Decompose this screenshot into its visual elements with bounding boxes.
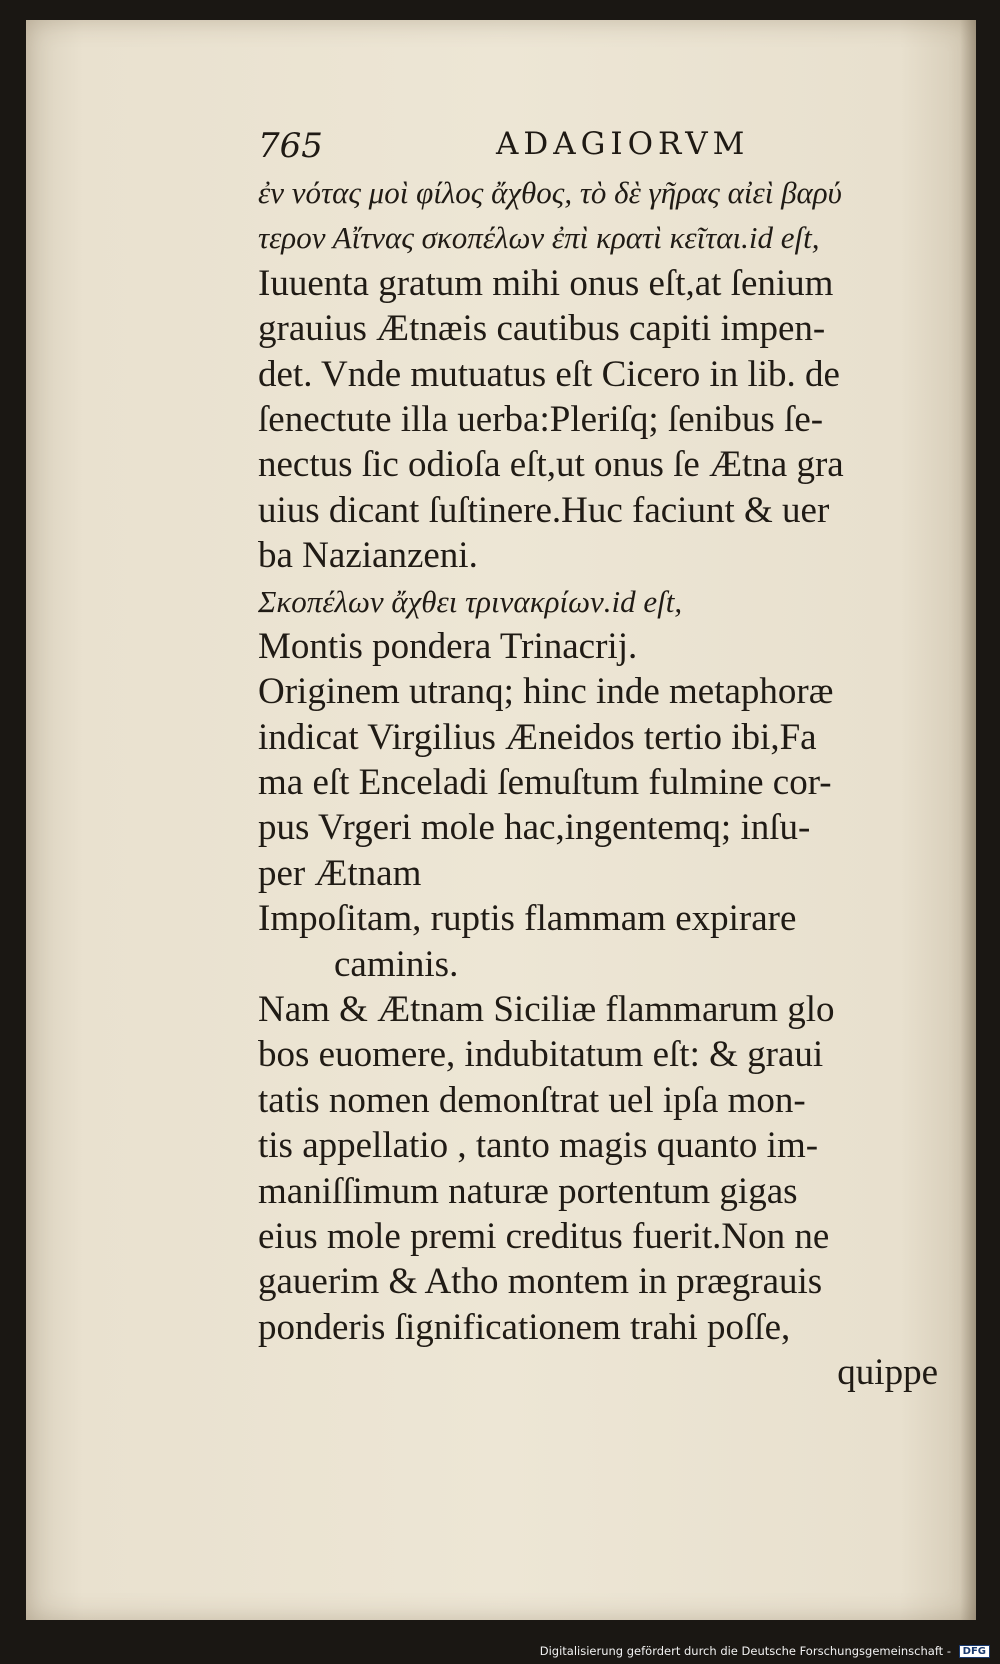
text-line: maniſſimum naturæ portentum gigas (258, 1170, 798, 1212)
text-line: eius mole premi creditus fuerit.Non ne (258, 1215, 830, 1257)
running-title: ADAGIORVM (496, 126, 750, 162)
text-line: Montis pondera Trinacrij. (258, 625, 638, 667)
text-line: Σκοπέλων ἄχθει τρινακρίων.id eſt, (258, 583, 683, 619)
text-line: ba Nazianzeni. (258, 535, 478, 577)
text-line: per Ætnam (258, 852, 422, 894)
text-line: tatis nomen demonſtrat uel ipſa mon- (258, 1079, 806, 1121)
text-line: nectus ſic odioſa eſt,ut onus ſe Ætna gra (258, 444, 844, 486)
text-line: Iuuenta gratum mihi onus eſt,at ſenium (258, 262, 834, 304)
page-edge-shadow (960, 20, 976, 1620)
text-line: det. Vnde mutuatus eſt Cicero in lib. de (258, 353, 840, 395)
digitization-credit (540, 1644, 990, 1658)
text-line: uius dicant ſuſtinere.Huc faciunt & uer (258, 489, 830, 531)
text-line: Originem utranq; hinc inde metaphoræ (258, 671, 834, 713)
text-line: τερον Αἴτνας σκοπέλων ἐπὶ κρατὶ κεῖται.id eſt, (258, 220, 820, 256)
text-line: gauerim & Atho montem in prægrauis (258, 1261, 823, 1303)
text-line: indicat Virgilius Æneidos tertio ibi,Fa (258, 716, 817, 758)
text-line: ἐν νότας μοὶ φίλος ἄχθος, τὸ δὲ γῆρας αἰεὶ βαρύ (258, 175, 842, 210)
body-text (258, 170, 938, 1396)
book-page (26, 20, 976, 1620)
text-line: bos euomere, indubitatum eſt: & graui (258, 1034, 824, 1076)
credit-text: Digitalisierung gefördert durch die Deutsche Forschungsgemeinschaft - (539, 1644, 951, 1658)
text-line: grauius Ætnæis cautibus capiti impen- (258, 308, 826, 350)
text-line: quippe (837, 1352, 938, 1394)
text-line: pus Vrgeri mole hac,ingentemq; inſu- (258, 807, 811, 849)
text-line: caminis. (334, 943, 459, 985)
text-line: Impoſitam, ruptis flammam expirare (258, 898, 797, 940)
text-line: Nam & Ætnam Siciliæ flammarum glo (258, 989, 835, 1031)
text-line: ſenectute illa uerba:Pleriſq; ſenibus ſe- (258, 398, 824, 440)
page-header (258, 112, 938, 172)
text-line: ponderis ſignificationem trahi poſſe, (258, 1306, 791, 1348)
text-line: tis appellatio , tanto magis quanto im- (258, 1125, 819, 1167)
dfg-logo: DFG (959, 1645, 990, 1658)
page-number: 765 (258, 126, 323, 166)
text-line: ma eſt Enceladi ſemuſtum fulmine cor- (258, 762, 832, 804)
